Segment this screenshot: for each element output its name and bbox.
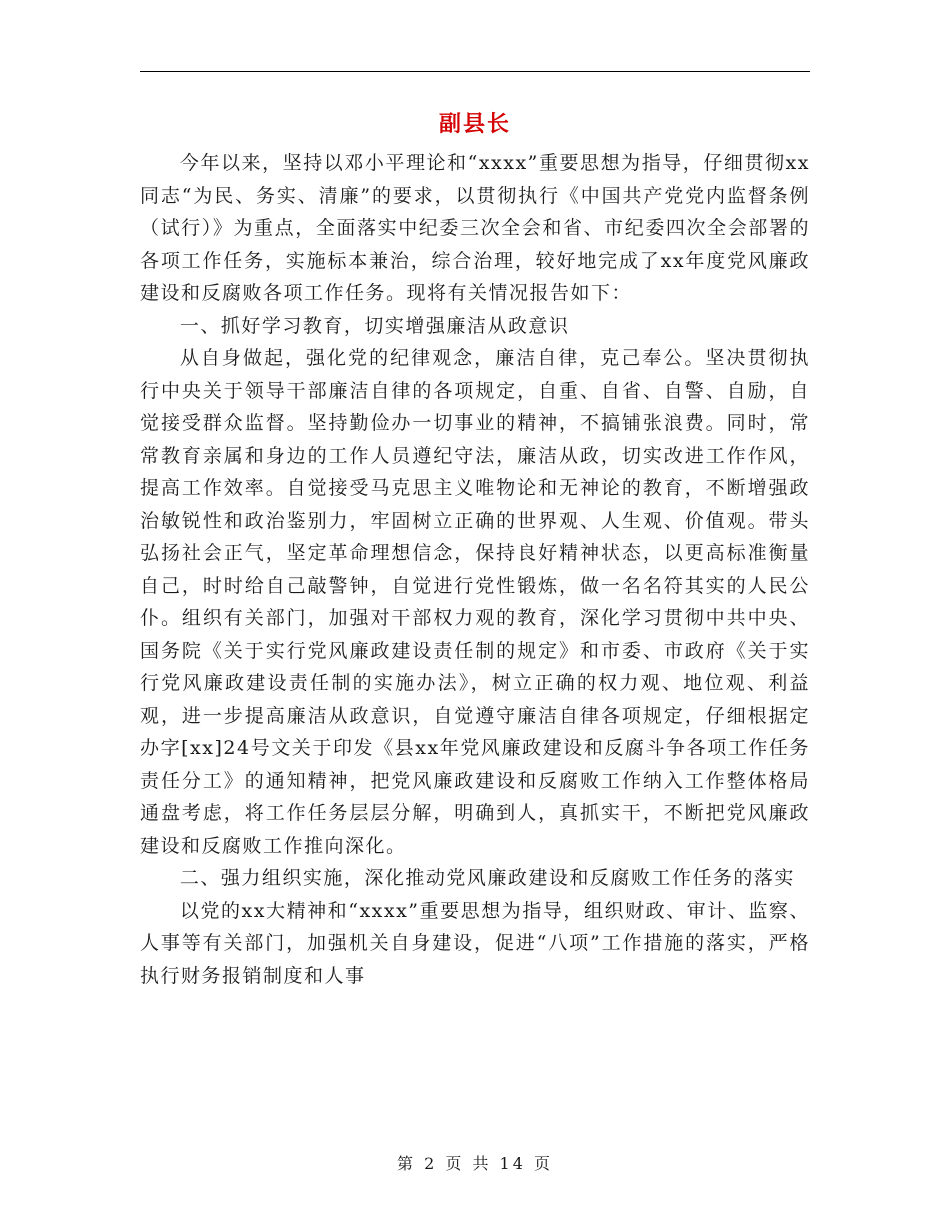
section-heading-1: 一、抓好学习教育，切实增强廉洁从政意识 bbox=[179, 314, 570, 337]
header-rule bbox=[140, 71, 810, 72]
document-body bbox=[140, 147, 810, 992]
intro-paragraph: 今年以来，坚持以邓小平理论和“xxxx”重要思想为指导，仔细贯彻xx同志“为民、务实、清廉”的要求，以贯彻执行《中国共产党党内监督条例（试行）》为重点，全面落实中纪委三次全会和省、市纪委四次全会部署的各项工作任务，实施标本兼治，综合治理，较好地完成了xx年度党风廉政建设和反腐败各项工作任务。现将有关情况报告如下： bbox=[140, 152, 810, 304]
section-heading-2: 二、强力组织实施，深化推动党风廉政建设和反腐败工作任务的落实 bbox=[179, 867, 795, 889]
page-number-footer: 第 2 页 共 14 页 bbox=[397, 1154, 553, 1173]
section-1-paragraph: 从自身做起，强化党的纪律观念，廉洁自律，克己奉公。坚决贯彻执行中央关于领导干部廉洁自律的各项规定，自重、自省、自警、自励，自觉接受群众监督。坚持勤俭办一切事业的精神，不搞铺张浪费。同时，常常教育亲属和身边的工作人员遵纪守法，廉洁从政，切实改进工作作风，提高工作效率。自觉接受马克思主义唯物论和无神论的教育，不断增强政治敏锐性和政治鉴别力，牢固树立正确的世界观、人生观、价值观。带头弘扬社会正气，坚定革命理想信念，保持良好精神状态，以更高标准衡量自己，时时给自己敲警钟，自觉进行党性锻炼，做一名名符其实的人民公仆。组织有关部门，加强对干部权力观的教育，深化学习贯彻中共中央、国务院《关于实行党风廉政建设责任制的规定》和市委、市政府《关于实行党风廉政建设责任制的实施办法》，树立正确的权力观、地位观、利益观，进一步提高廉洁从政意识，自觉遵守廉洁自律各项规定，仔细根据定办字[xx]24号文关于印发《县xx年党风廉政建设和反腐斗争各项工作任务责任分工》的通知精神，把党风廉政建设和反腐败工作纳入工作整体格局通盘考虑，将工作任务层层分解，明确到人，真抓实干，不断把党风廉政建设和反腐败工作推向深化。 bbox=[140, 347, 810, 857]
section-2-paragraph: 以党的xx大精神和“xxxx”重要思想为指导，组织财政、审计、监察、人事等有关部门，加强机关自身建设，促进“八项”工作措施的落实，严格执行财务报销制度和人事 bbox=[140, 899, 810, 987]
document-title: 副县长 bbox=[438, 111, 511, 137]
